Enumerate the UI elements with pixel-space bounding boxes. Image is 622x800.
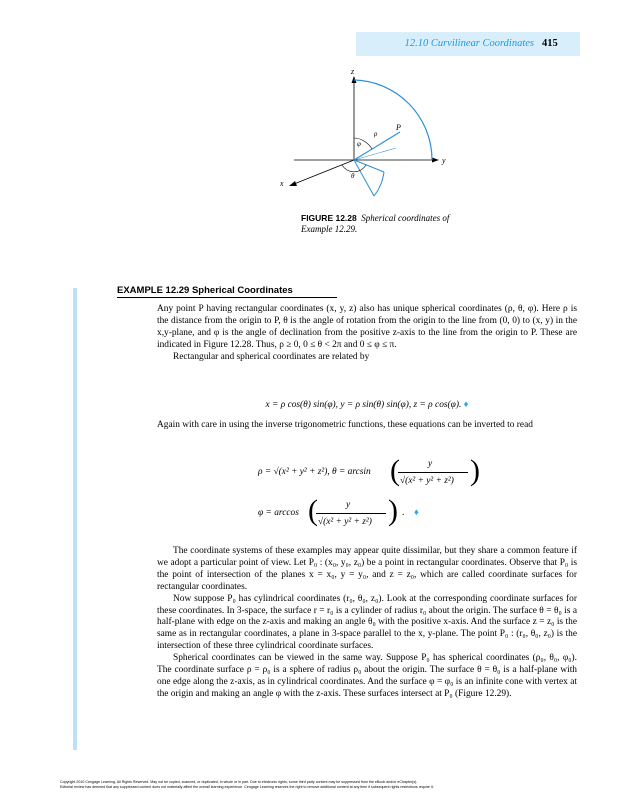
phi-label: φ [357,140,361,148]
drop-line [354,148,396,160]
lower-drop-line [354,160,374,196]
body-paragraphs [157,546,577,701]
figure-caption-text: Spherical coordinates of Example 12.29. [301,213,450,234]
running-header-title: 12.10 Curvilinear Coordinates [404,38,534,49]
example-paragraph-3 [157,420,577,432]
equation-3 [258,496,458,532]
spherical-coordinates-figure [274,66,474,208]
example-text-1: Any point P having rectangular coordinates (x, y, z) also has unique spherical coordinates (ρ, θ, φ). Here ρ is the distance from the origin to P, θ is the angle of rotation from the origin to the line from (0, 0) to (x, y) in the x,y-plane, and φ is the angle of declination from the positive z-axis to the line from the origin to P. These are indicated in Figure 12.28. Thus, ρ ≥ 0, 0 ≤ θ < 2π and 0 ≤ φ ≤ π. [157,304,577,350]
theta-label: θ [351,172,355,180]
sphere-arc [354,80,432,160]
example-text-2: Rectangular and spherical coordinates are related by [173,351,370,362]
point-p-label: P [396,123,401,132]
example-sidebar-bar [73,288,77,750]
end-diamond-2: ♦ [414,508,419,518]
eq2-right-paren: ) [470,454,480,487]
eq3-right-paren: ) [388,494,398,527]
equation-1-text: x = ρ cos(θ) sin(φ), y = ρ sin(θ) sin(φ), z = ρ cos(φ). [265,400,462,410]
example-text-3: Again with care in using the inverse trigonometric functions, these equations can be inverted to read [157,420,533,430]
body-paragraph-1: The coordinate systems of these examples may appear quite dissimilar, but they share a common feature if we adopt a particular point of view. Let P₀ : (x₀, y₀, z₀) be a point in rectangular coordinates. Observe that P₀ is the point of intersection of the planes x = x₀, y = y₀, and z = z₀, which are called coordinate surfaces for rectangular coordinates. [157,546,577,592]
page-number: 415 [542,38,558,49]
eq2-left-paren: ( [390,454,400,487]
copyright-line-1: Copyright 2010 Cengage Learning. All Rights Reserved. May not be copied, scanned, or duplicated, in whole or in part. Due to electronic rights, some third party content may be suppressed from the eBook and/or eChapter(s). [60,780,418,784]
equation-3-period: . [402,508,405,518]
copyright-line-2: Editorial review has deemed that any suppressed content does not materially affect the overall learning experience. Cengage Learning reserves the right to remove additional content at any time if subsequent rights restrictions require it. [60,785,434,789]
lower-arc [374,172,384,196]
equation-1 [157,400,577,412]
example-heading: EXAMPLE 12.29 Spherical Coordinates [117,285,293,296]
figure-caption [301,213,481,235]
body-paragraph-2: Now suppose P₀ has cylindrical coordinates (r₀, θ₀, z₀). Look at the corresponding coordinate surfaces for these coordinates. In 3-space, the surface r = r₀ is a cylinder of radius r₀ about the origin. The surface θ = θ₀ is a half-plane with edge on the z-axis and making an angle θ₀ with the positive x-axis. And the surface z = z₀ is the same as in rectangular coordinates, a plane in 3-space parallel to the x, y-plane. The point P₀ : (r₀, θ₀, z₀) is the intersection of these three cylindrical coordinate surfaces. [157,593,577,652]
equation-2-numerator: y [428,459,433,469]
figure-caption-label: FIGURE 12.28 [301,213,357,223]
x-axis [294,160,354,184]
body-paragraph-3: Spherical coordinates can be viewed in the same way. Suppose P₀ has spherical coordinates (ρ₀, θ₀, φ₀). The coordinate surface ρ = ρ₀ is a sphere of radius ρ₀ about the origin. The surface θ = θ₀ is a half-plane with one edge along the z-axis, as in cylindrical coordinates. And the surface φ = φ₀ is an infinite cone with vertex at the origin and making an angle φ with the z-axis. These surfaces intersect at P₀ (Figure 12.29). [157,653,577,699]
copyright-footer [60,780,580,790]
equation-3-numerator: y [346,500,351,510]
equation-3-denominator: √(x² + y² + z²) [318,517,372,527]
y-label: y [442,156,446,165]
example-paragraph-1 [157,304,577,364]
equation-2-denominator: √(x² + y² + z²) [400,476,454,486]
rho-label: ρ [374,130,378,138]
theta-arc [342,165,366,172]
y-axis-arrowhead [432,158,439,163]
eq3-left-paren: ( [308,494,318,527]
eq2-fraction-bar [398,472,468,473]
eq3-fraction-bar [316,513,386,514]
example-heading-rule [117,297,337,298]
end-diamond-1: ♦ [463,400,469,410]
equation-2 [258,456,498,492]
projection-line [354,160,384,172]
equation-3-left: φ = arccos [258,508,299,518]
x-axis-arrowhead [289,181,297,186]
equation-2-left: ρ = √(x² + y² + z²), θ = arcsin [258,467,371,477]
x-label: x [280,179,284,188]
z-label: z [351,67,355,76]
